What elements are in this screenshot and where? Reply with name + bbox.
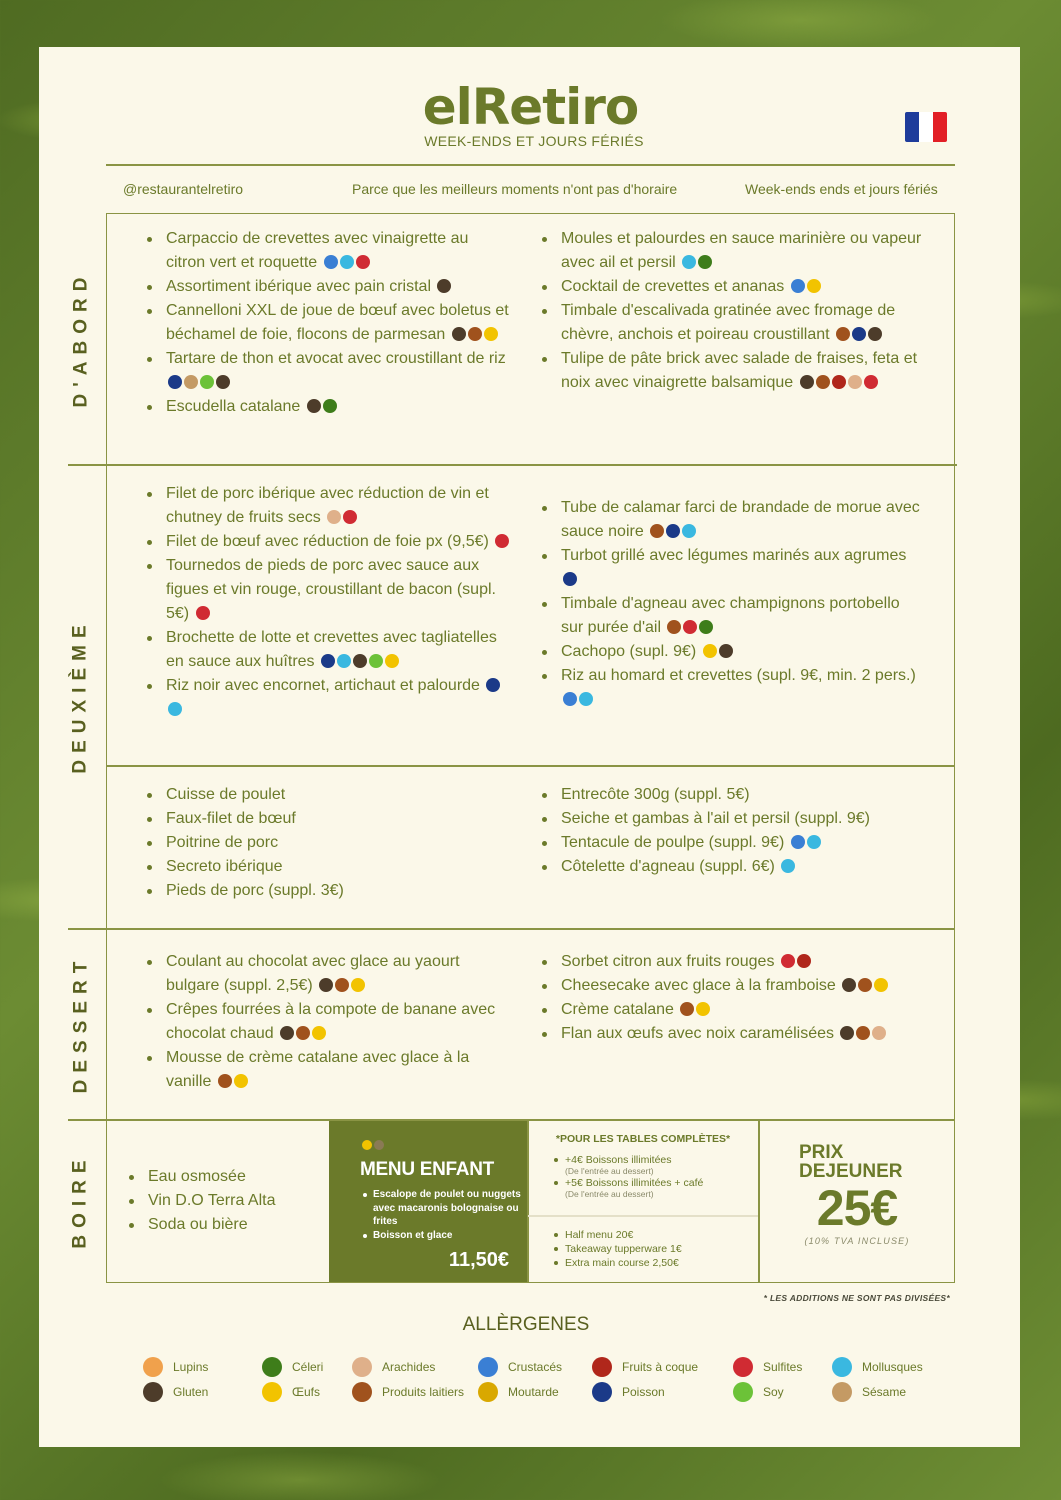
desserts-left-list (146, 950, 516, 1094)
sesame-icon (184, 375, 198, 389)
egg-icon (312, 1026, 326, 1040)
sulfite-icon (733, 1357, 753, 1377)
legend-label: Sésame (862, 1385, 907, 1399)
peanut-icon (327, 510, 341, 524)
fish-icon (592, 1382, 612, 1402)
legend-label: Sulfites (763, 1360, 803, 1374)
peanut-icon (848, 375, 862, 389)
price-label-2: DEJEUNER (799, 1161, 903, 1182)
milk-bottle-icon (680, 1002, 694, 1016)
legend-label: Fruits à coque (622, 1360, 699, 1374)
allergens-title: ALLÈRGENES (462, 1314, 590, 1335)
menu-item (166, 674, 516, 722)
egg-icon (385, 654, 399, 668)
wheat-icon (280, 1026, 294, 1040)
menu-item (561, 664, 921, 712)
mains-right-list (541, 496, 921, 712)
menu-item (561, 299, 941, 347)
legend-label: Produits laitiers (382, 1385, 465, 1399)
crab-icon (791, 279, 805, 293)
wheat-icon (143, 1382, 163, 1402)
menu-item-text: Riz au homard et crevettes (supl. 9€, min. 2 pers.) (561, 667, 916, 684)
grill-right-list (541, 783, 941, 879)
menu-item-text: Riz noir avec encornet, artichaut et palourde (166, 677, 480, 694)
offer-note: (De l'entrée au dessert) (565, 1166, 654, 1176)
menu-item (166, 1046, 516, 1094)
desserts-right-list (541, 950, 941, 1046)
sesame-icon (832, 1382, 852, 1402)
bills-note: * LES ADDITIONS NE SONT PAS DIVISÉES* (763, 1293, 950, 1303)
legend-label: Soy (763, 1385, 784, 1399)
kids-menu-items (361, 1188, 523, 1242)
legend-label: Arachides (382, 1360, 436, 1374)
menu-item (166, 950, 516, 998)
grill-left-list (146, 783, 516, 903)
mustard-icon (478, 1382, 498, 1402)
menu-item (561, 950, 941, 974)
drinks-list (128, 1165, 338, 1237)
drink-item: Soda ou bière (148, 1213, 338, 1237)
fish-icon (563, 572, 577, 586)
egg-icon (696, 1002, 710, 1016)
menu-item-text: Seiche et gambas à l'ail et persil (suppl. 9€) (561, 810, 870, 827)
menu-item-text: Flan aux œufs avec noix caramélisées (561, 1025, 834, 1042)
shell-icon (682, 255, 696, 269)
menu-item-text: Turbot grillé avec légumes marinés aux agrumes (561, 547, 907, 564)
wheat-icon (868, 327, 882, 341)
celery-icon (323, 399, 337, 413)
egg-icon (362, 1140, 372, 1150)
legend-label: Céleri (292, 1360, 324, 1374)
offers-divider (527, 1120, 529, 1282)
menu-item (561, 831, 941, 855)
milk-bottle-icon (836, 327, 850, 341)
menu-item (166, 530, 516, 554)
menu-item-text: Brochette de lotte et crevettes avec tagliatelles en sauce aux huîtres (166, 629, 497, 670)
full-tables-title: *POUR LES TABLES COMPLÈTES* (555, 1133, 731, 1145)
kids-menu-title: MENU ENFANT (360, 1159, 494, 1180)
menu-item (166, 554, 516, 626)
menu-item (561, 227, 941, 275)
milk-bottle-icon (856, 1026, 870, 1040)
milk-bottle-icon (335, 978, 349, 992)
menu-item (166, 482, 516, 530)
soy-icon (733, 1382, 753, 1402)
starters-left-list (146, 227, 511, 419)
menu-item-text: Faux-filet de bœuf (166, 810, 296, 827)
wheat-icon (374, 1140, 384, 1150)
price-label-1: PRIX (799, 1142, 844, 1163)
milk-bottle-icon (816, 375, 830, 389)
peanut-icon (352, 1357, 372, 1377)
egg-icon (484, 327, 498, 341)
menu-item-text: Crème catalane (561, 1001, 674, 1018)
days-note: Week-ends ends et jours fériés (745, 181, 938, 197)
full-tables-box (530, 1133, 756, 1199)
extras-list (551, 1228, 751, 1270)
fish-icon (321, 654, 335, 668)
shell-icon (579, 692, 593, 706)
kids-allergens (360, 1135, 384, 1153)
mains-left-list (146, 482, 516, 722)
offer-note: (De l'entrée au dessert) (565, 1189, 654, 1199)
kids-menu-price: 11,50€ (448, 1249, 509, 1271)
sulfite-icon (864, 375, 878, 389)
milk-bottle-icon (667, 620, 681, 634)
crab-icon (791, 835, 805, 849)
restaurant-logo: elRetiro (422, 78, 639, 136)
menu-item-text: Poitrine de porc (166, 834, 279, 851)
menu-item-text: Tube de calamar farci de brandade de morue avec sauce noire (561, 499, 920, 540)
egg-icon (874, 978, 888, 992)
offer-label: +5€ Boissons illimitées + café (565, 1177, 704, 1189)
lunch-price: 25€ (816, 1180, 898, 1236)
section-divider (68, 928, 955, 930)
celery-icon (262, 1357, 282, 1377)
wheat-icon (216, 375, 230, 389)
shell-icon (340, 255, 354, 269)
section-divider (68, 464, 957, 466)
menu-item (166, 855, 516, 879)
milk-bottle-icon (858, 978, 872, 992)
wheat-icon (319, 978, 333, 992)
crab-icon (563, 692, 577, 706)
milk-bottle-icon (650, 524, 664, 538)
menu-item (166, 879, 516, 903)
nut-icon (832, 375, 846, 389)
fish-icon (852, 327, 866, 341)
fish-icon (486, 678, 500, 692)
menu-item (561, 275, 941, 299)
sulfite-icon (683, 620, 697, 634)
sulfite-icon (495, 534, 509, 548)
header-divider (106, 164, 955, 166)
menu-item (166, 227, 511, 275)
menu-item (561, 855, 941, 879)
menu-item-text: Cannelloni XXL de joue de bœuf avec boletus et béchamel de foie, flocons de parmesan (166, 302, 509, 343)
sulfite-icon (343, 510, 357, 524)
egg-icon (234, 1074, 248, 1088)
egg-icon (351, 978, 365, 992)
menu-item-text: Sorbet citron aux fruits rouges (561, 953, 775, 970)
kids-menu-item: Boisson et glace (373, 1229, 523, 1243)
egg-icon (807, 279, 821, 293)
egg-icon (262, 1382, 282, 1402)
shell-icon (832, 1357, 852, 1377)
extra-item: Half menu 20€ (565, 1228, 751, 1242)
fish-icon (168, 375, 182, 389)
menu-item (166, 626, 516, 674)
celery-icon (698, 255, 712, 269)
menu-item (166, 299, 511, 347)
menu-item-text: Escudella catalane (166, 398, 301, 415)
extra-item: Takeaway tupperware 1€ (565, 1242, 751, 1256)
section-title-desserts: DESSERT (70, 954, 91, 1093)
menu-item-text: Cocktail de crevettes et ananas (561, 278, 785, 295)
menu-item-text: Pieds de porc (suppl. 3€) (166, 882, 344, 899)
menu-item-text: Tulipe de pâte brick avec salade de fraises, feta et noix avec vinaigrette balsamique (561, 350, 918, 391)
instagram-handle: @restaurantelretiro (123, 181, 244, 197)
menu-item-text: Secreto ibérique (166, 858, 283, 875)
legend-label: Mollusques (862, 1360, 923, 1374)
milk-bottle-icon (218, 1074, 232, 1088)
wheat-icon (719, 644, 733, 658)
wheat-icon (437, 279, 451, 293)
menu-item (166, 275, 511, 299)
nut-icon (797, 954, 811, 968)
shell-icon (807, 835, 821, 849)
nut-icon (592, 1357, 612, 1377)
wheat-icon (840, 1026, 854, 1040)
offers-inner-divider (528, 1215, 758, 1217)
extra-item: Extra main course 2,50€ (565, 1256, 751, 1270)
soy-icon (369, 654, 383, 668)
soy-icon (200, 375, 214, 389)
menu-item (561, 640, 921, 664)
menu-item-text: Filet de porc ibérique avec réduction de vin et chutney de fruits secs (166, 485, 489, 526)
legend-label: Œufs (292, 1385, 321, 1399)
legend-label: Crustacés (508, 1360, 563, 1374)
wheat-icon (800, 375, 814, 389)
milk-bottle-icon (468, 327, 482, 341)
sulfite-icon (781, 954, 795, 968)
crab-icon (478, 1357, 498, 1377)
menu-item (166, 347, 511, 395)
vat-note: (10% TVA INCLUSE) (804, 1236, 910, 1246)
menu-item-text: Tartare de thon et avocat avec croustillant de riz (166, 350, 506, 367)
menu-item-text: Crêpes fourrées à la compote de banane avec chocolat chaud (166, 1001, 496, 1042)
starters-right-list (541, 227, 941, 395)
crab-icon (324, 255, 338, 269)
menu-item (561, 998, 941, 1022)
legend-label: Moutarde (508, 1385, 559, 1399)
menu-item (561, 347, 941, 395)
legend-label: Gluten (173, 1385, 209, 1399)
celery-icon (699, 620, 713, 634)
menu-item-text: Cachopo (supl. 9€) (561, 643, 697, 660)
section-title-mains: DEUXIÈME (70, 618, 91, 774)
menu-item (561, 496, 921, 544)
milk-bottle-icon (352, 1382, 372, 1402)
offers-list (551, 1153, 756, 1199)
sulfite-icon (356, 255, 370, 269)
grill-divider (106, 765, 955, 767)
shell-icon (337, 654, 351, 668)
menu-item (561, 544, 921, 592)
menu-item (561, 592, 921, 640)
wheat-icon (842, 978, 856, 992)
menu-item (166, 998, 516, 1046)
shell-icon (168, 702, 182, 716)
shell-icon (682, 524, 696, 538)
french-flag-icon[interactable] (905, 112, 947, 142)
fish-icon (666, 524, 680, 538)
menu-item-text: Timbale d'agneau avec champignons portobello sur purée d'ail (561, 595, 900, 636)
drink-item: Eau osmosée (148, 1165, 338, 1189)
wheat-icon (353, 654, 367, 668)
section-title-drinks: BOIRE (70, 1152, 91, 1249)
menu-item-text: Carpaccio de crevettes avec vinaigrette au citron vert et roquette (166, 230, 469, 271)
menu-item (561, 974, 941, 998)
menu-item (561, 783, 941, 807)
menu-item (166, 831, 516, 855)
kids-menu (329, 1121, 527, 1282)
menu-subtitle: WEEK-ENDS ET JOURS FÉRIÉS (424, 133, 644, 149)
wheat-icon (452, 327, 466, 341)
menu-item (561, 807, 941, 831)
sulfite-icon (196, 606, 210, 620)
menu-item-text: Timbale d'escalivada gratinée avec fromage de chèvre, anchois et poireau croustillant (561, 302, 896, 343)
menu-item-text: Mousse de crème catalane avec glace à la vanille (166, 1049, 470, 1090)
milk-bottle-icon (296, 1026, 310, 1040)
egg-icon (703, 644, 717, 658)
menu-item-text: Coulant au chocolat avec glace au yaourt bulgare (suppl. 2,5€) (166, 953, 460, 994)
section-title-starters: D'ABORD (70, 270, 91, 407)
menu-item-text: Moules et palourdes en sauce marinière ou vapeur avec ail et persil (561, 230, 922, 271)
offer-item (565, 1153, 756, 1176)
menu-item-text: Tentacule de poulpe (suppl. 9€) (561, 834, 785, 851)
peanut-icon (872, 1026, 886, 1040)
menu-item (166, 395, 511, 419)
menu-item-text: Côtelette d'agneau (suppl. 6€) (561, 858, 775, 875)
lunch-price-box (760, 1144, 954, 1246)
extras-box (551, 1228, 751, 1270)
motto: Parce que les meilleurs moments n'ont pas d'horaire (352, 181, 678, 197)
offer-item (565, 1176, 756, 1199)
legend-label: Poisson (622, 1385, 665, 1399)
menu-item-text: Cheesecake avec glace à la framboise (561, 977, 836, 994)
menu-item (166, 807, 516, 831)
kids-menu-item: Escalope de poulet ou nuggets avec macaronis bolognaise ou frites (373, 1188, 523, 1229)
wheat-icon (307, 399, 321, 413)
menu-item (561, 1022, 941, 1046)
menu-item-text: Tournedos de pieds de porc avec sauce aux figues et vin rouge, croustillant de bacon (supl. 5€) (166, 557, 496, 622)
drink-item: Vin D.O Terra Alta (148, 1189, 338, 1213)
shell-icon (781, 859, 795, 873)
legend-label: Lupins (173, 1360, 209, 1374)
menu-item-text: Assortiment ibérique avec pain cristal (166, 278, 432, 295)
offer-label: +4€ Boissons illimitées (565, 1154, 672, 1166)
lupin-icon (143, 1357, 163, 1377)
menu-item-text: Filet de bœuf avec réduction de foie px (9,5€) (166, 533, 489, 550)
menu-item-text: Entrecôte 300g (suppl. 5€) (561, 786, 750, 803)
menu-item (166, 783, 516, 807)
menu-item-text: Cuisse de poulet (166, 786, 286, 803)
